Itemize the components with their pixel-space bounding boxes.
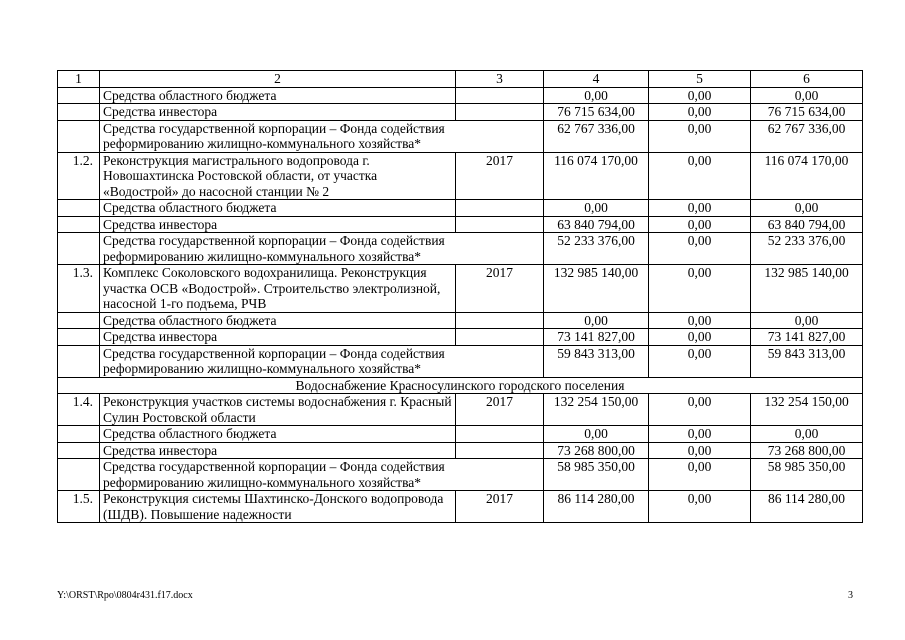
section-title: Водоснабжение Красносулинского городского поселения xyxy=(58,377,863,394)
amount-cell: 76 715 634,00 xyxy=(751,104,863,121)
table-body xyxy=(58,87,863,523)
year-cell: 2017 xyxy=(456,265,544,313)
document-path: Y:\ORST\Rpo\0804r431.f17.docx xyxy=(57,590,193,601)
description-cell: Средства государственной корпорации – Фонда содействия реформированию жилищно-коммунального хозяйства* xyxy=(100,345,544,377)
table-row xyxy=(58,345,863,377)
column-header: 6 xyxy=(751,71,863,88)
item-number-cell xyxy=(58,87,100,104)
column-header: 3 xyxy=(456,71,544,88)
amount-cell: 62 767 336,00 xyxy=(751,120,863,152)
description-cell: Комплекс Соколовского водохранилища. Реконструкция участка ОСВ «Водострой». Строительство электролизной, насосной 1-го подъема, РЧВ xyxy=(100,265,456,313)
year-cell xyxy=(456,442,544,459)
amount-cell: 0,00 xyxy=(649,233,751,265)
year-cell xyxy=(456,200,544,217)
amount-cell: 0,00 xyxy=(751,426,863,443)
amount-cell: 52 233 376,00 xyxy=(544,233,649,265)
column-header: 5 xyxy=(649,71,751,88)
item-number-cell xyxy=(58,345,100,377)
amount-cell: 0,00 xyxy=(649,152,751,200)
amount-cell: 0,00 xyxy=(649,491,751,523)
description-cell: Средства государственной корпорации – Фонда содействия реформированию жилищно-коммунального хозяйства* xyxy=(100,233,544,265)
year-cell xyxy=(456,87,544,104)
table-row xyxy=(58,312,863,329)
year-cell xyxy=(456,329,544,346)
amount-cell: 0,00 xyxy=(649,329,751,346)
table-row xyxy=(58,491,863,523)
amount-cell: 116 074 170,00 xyxy=(751,152,863,200)
amount-cell: 132 985 140,00 xyxy=(544,265,649,313)
amount-cell: 132 254 150,00 xyxy=(751,394,863,426)
column-header: 1 xyxy=(58,71,100,88)
amount-cell: 0,00 xyxy=(649,265,751,313)
description-cell: Средства инвестора xyxy=(100,329,456,346)
amount-cell: 0,00 xyxy=(649,87,751,104)
item-number-cell xyxy=(58,104,100,121)
description-cell: Средства областного бюджета xyxy=(100,87,456,104)
amount-cell: 52 233 376,00 xyxy=(751,233,863,265)
amount-cell: 73 268 800,00 xyxy=(544,442,649,459)
description-cell: Средства государственной корпорации – Фонда содействия реформированию жилищно-коммунального хозяйства* xyxy=(100,120,544,152)
item-number-cell xyxy=(58,426,100,443)
description-cell: Средства инвестора xyxy=(100,442,456,459)
item-number-cell xyxy=(58,329,100,346)
amount-cell: 0,00 xyxy=(649,104,751,121)
item-number-cell xyxy=(58,120,100,152)
amount-cell: 0,00 xyxy=(649,345,751,377)
amount-cell: 73 268 800,00 xyxy=(751,442,863,459)
amount-cell: 86 114 280,00 xyxy=(751,491,863,523)
description-cell: Средства государственной корпорации – Фонда содействия реформированию жилищно-коммунального хозяйства* xyxy=(100,459,544,491)
column-header: 2 xyxy=(100,71,456,88)
amount-cell: 0,00 xyxy=(649,120,751,152)
year-cell xyxy=(456,104,544,121)
item-number-cell xyxy=(58,233,100,265)
page-number: 3 xyxy=(848,590,853,601)
description-cell: Реконструкция магистрального водопровода г. Новошахтинска Ростовской области, от участка «Водострой» до насосной станции № 2 xyxy=(100,152,456,200)
amount-cell: 62 767 336,00 xyxy=(544,120,649,152)
column-header: 4 xyxy=(544,71,649,88)
amount-cell: 0,00 xyxy=(751,312,863,329)
table-row xyxy=(58,87,863,104)
amount-cell: 58 985 350,00 xyxy=(544,459,649,491)
table-row xyxy=(58,329,863,346)
table-row xyxy=(58,442,863,459)
funding-table xyxy=(57,70,863,523)
amount-cell: 0,00 xyxy=(751,87,863,104)
item-number-cell xyxy=(58,442,100,459)
year-cell xyxy=(456,216,544,233)
amount-cell: 0,00 xyxy=(649,426,751,443)
description-cell: Реконструкция участков системы водоснабжения г. Красный Сулин Ростовской области xyxy=(100,394,456,426)
amount-cell: 0,00 xyxy=(751,200,863,217)
amount-cell: 0,00 xyxy=(649,200,751,217)
amount-cell: 0,00 xyxy=(544,87,649,104)
description-cell: Средства инвестора xyxy=(100,216,456,233)
table-row xyxy=(58,459,863,491)
amount-cell: 59 843 313,00 xyxy=(751,345,863,377)
amount-cell: 76 715 634,00 xyxy=(544,104,649,121)
year-cell: 2017 xyxy=(456,152,544,200)
amount-cell: 0,00 xyxy=(649,459,751,491)
section-row xyxy=(58,377,863,394)
year-cell: 2017 xyxy=(456,394,544,426)
table-row xyxy=(58,200,863,217)
amount-cell: 0,00 xyxy=(544,426,649,443)
table-row xyxy=(58,426,863,443)
table-row xyxy=(58,216,863,233)
amount-cell: 86 114 280,00 xyxy=(544,491,649,523)
item-number-cell xyxy=(58,200,100,217)
table-header-row xyxy=(58,71,863,88)
amount-cell: 63 840 794,00 xyxy=(544,216,649,233)
year-cell: 2017 xyxy=(456,491,544,523)
item-number-cell xyxy=(58,312,100,329)
amount-cell: 0,00 xyxy=(649,394,751,426)
amount-cell: 132 254 150,00 xyxy=(544,394,649,426)
table-row xyxy=(58,104,863,121)
amount-cell: 0,00 xyxy=(649,312,751,329)
year-cell xyxy=(456,312,544,329)
amount-cell: 63 840 794,00 xyxy=(751,216,863,233)
description-cell: Средства областного бюджета xyxy=(100,312,456,329)
amount-cell: 132 985 140,00 xyxy=(751,265,863,313)
amount-cell: 116 074 170,00 xyxy=(544,152,649,200)
table-row xyxy=(58,233,863,265)
item-number-cell xyxy=(58,216,100,233)
amount-cell: 73 141 827,00 xyxy=(751,329,863,346)
item-number-cell: 1.4. xyxy=(58,394,100,426)
description-cell: Средства областного бюджета xyxy=(100,426,456,443)
amount-cell: 0,00 xyxy=(649,216,751,233)
amount-cell: 58 985 350,00 xyxy=(751,459,863,491)
item-number-cell: 1.2. xyxy=(58,152,100,200)
table-row xyxy=(58,152,863,200)
amount-cell: 59 843 313,00 xyxy=(544,345,649,377)
table-row xyxy=(58,265,863,313)
amount-cell: 0,00 xyxy=(649,442,751,459)
year-cell xyxy=(456,426,544,443)
amount-cell: 0,00 xyxy=(544,200,649,217)
table-row xyxy=(58,120,863,152)
amount-cell: 0,00 xyxy=(544,312,649,329)
amount-cell: 73 141 827,00 xyxy=(544,329,649,346)
item-number-cell: 1.5. xyxy=(58,491,100,523)
description-cell: Реконструкция системы Шахтинско-Донского водопровода (ШДВ). Повышение надежности xyxy=(100,491,456,523)
table-row xyxy=(58,394,863,426)
description-cell: Средства областного бюджета xyxy=(100,200,456,217)
description-cell: Средства инвестора xyxy=(100,104,456,121)
item-number-cell: 1.3. xyxy=(58,265,100,313)
item-number-cell xyxy=(58,459,100,491)
